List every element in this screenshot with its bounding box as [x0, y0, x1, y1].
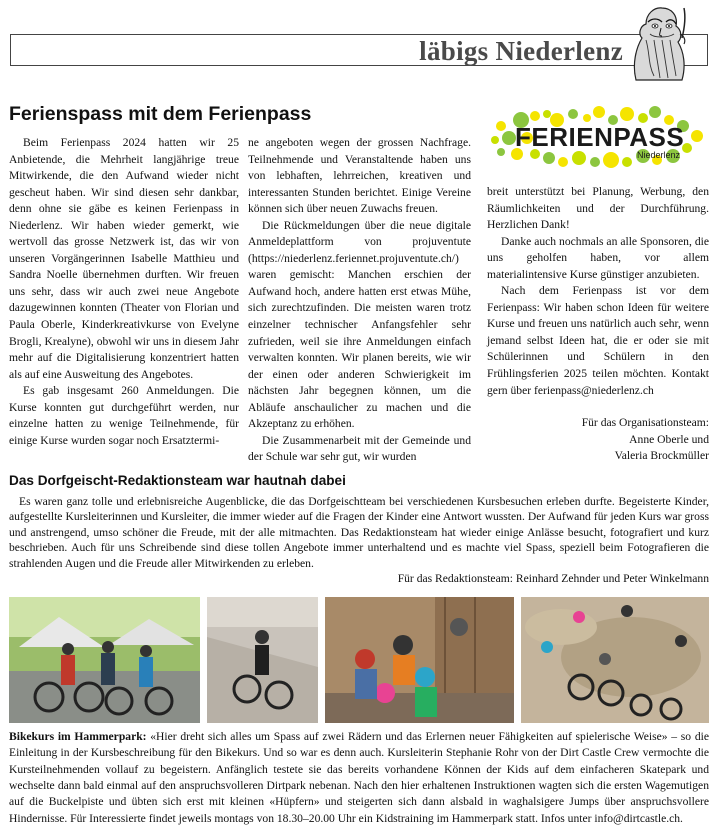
- section-title: Das Dorfgeischt-Redaktionsteam war hautnah dabei: [9, 473, 346, 488]
- paragraph: Danke auch nochmals an alle Sponsoren, die uns geholfen haben, vor allem materialintensive Kurse günstiger anzubieten.: [487, 234, 709, 281]
- signature: [487, 415, 709, 465]
- ferienpass-logo: [487, 106, 709, 174]
- paragraph: Die Rückmeldungen über die neue digitale Anmeldeplattform von projuventute (https://niederlenz.feriennet.projuventute.ch/) waren gemischt: Manchen erschien der Aufwand hoch, andere hatten erst etwas Mühe, sich zurechtzufinden. Die meisten waren trotz einzelner technischer Anfangsfehler sehr zufrieden, weil sie ihre Anmeldungen einfach verwalten konnten. Wir planen bereits, wie wir der einen oder anderen Schwierigkeit im nächsten Jahr begegnen können, um die Abläufe anschaulicher zu machen und die Akzeptanz zu erhöhen.: [248, 218, 471, 431]
- paragraph: breit unterstützt bei Planung, Werbung, den Räumlichkeiten und der Durchführung. Herzlichen Dank!: [487, 185, 709, 232]
- paragraph: Es waren ganz tolle und erlebnisreiche Augenblicke, die das Dorfgeischtteam bei verschiedenen Kursbesuchen erleben durfte. Begeisterte Kinder, aufgestellte Kursleiterinnen und Kursleiter, die immer wieder auf die Fragen der Kinder eine Antwort wussten. Der Aufwand für jeden Kurs war gross und anstrengend, umso schöner die Freude, mit der alle mitmachten. Das Redaktionsteam hat wieder einige Anlässe besucht, fotografiert und kurz beschrieben. Auch für uns Schreibende sind diese tollen Angebote immer unterhaltend und es machte viel Spass, speziell beim Fotografieren die strahlenden Augen und die Freude aller Mitwirkenden zu erleben.: [9, 495, 709, 570]
- paragraph: Beim Ferienpass 2024 hatten wir 25 Anbietende, die Mehrheit langjährige treue Mitwirkende, die den Aufwand wieder nicht gescheut haben. Wir sind diesen sehr dankbar, denn ohne sie gäbe es keinen Ferienpass in Niederlenz. Wir haben wieder gemerkt, wie wertvoll das grosse Netzwerk ist, das wir von unseren Vorgängerinnen Isabelle Matthieu und Sandra Noelle übernehmen durften. Wir freuen uns sehr, dass wir auch zwei neue Angebote dazugewinnen konnten (Theater von Florian und Paula Oberle, Kinderkreativkurse von Evelyne Brogli, Krealyne), obwohl wir uns in diesem Jahr mehr auf die Digitalisierung konzentriert hatten als auf eine Ausweitung des Angebotes.: [9, 136, 239, 381]
- article-column-3: [487, 184, 709, 465]
- article-title: Ferienspass mit dem Ferienpass: [9, 103, 312, 125]
- signature-line: Für das Organisationsteam:: [581, 416, 709, 430]
- article-column-2: [248, 135, 471, 466]
- paragraph: Nach dem Ferienpass ist vor dem Ferienpass: Wir haben schon Ideen für weitere Kurse und freuen uns natürlich auch sehr, wenn jemand selbst Ideen hat, die er oder sie mit Schülerinnen und Schülern in den Frühlingsferien 2025 teilen möchten. Kontakt gern über ferienpass@niederlenz.ch: [487, 284, 709, 397]
- signature-line: Valeria Brockmüller: [614, 449, 709, 463]
- body: «Hier dreht sich alles um Spass auf zwei Rädern und das Erlernen neuer Fähigkeiten auf spielerische Weise» – so die Einleitung in der Kursbeschreibung für den Bikekurs. Und so war es denn auch. Kursleiterin Stephanie Rohr von der Dirt Castle Crew vermochte die Kursteilnehmenden vollauf zu begeistern. Anfänglich testete sie das bereits vorhandene Können der Kids auf dem einfacheren Skatepark und wechselte dann bald einmal auf den anspruchsvolleren Dirtpark nebenan. Nach den hier erhaltenen Instruktionen wagten sich die ersten Wagemutigen auf die Buckelpiste und übten sich erst mit kleinen «Hüpfern» und steigerten sich dann alsbald in waghalsigere Jumps über anspruchsvollere Hindernisse. Für Interessierte findet jeweils montags von 18.30–20.00 Uhr ein Kidstraining im Hammerpark statt. Infos unter info@dirtcastle.ch.: [9, 730, 709, 825]
- logo-word: FERIENPASS: [515, 122, 685, 152]
- header-title: läbigs Niederlenz: [419, 36, 623, 66]
- section-body: [9, 494, 709, 586]
- paragraph: Die Zusammenarbeit mit der Gemeinde und der Schule war sehr gut, wir wurden: [248, 433, 471, 464]
- lead: Bikekurs im Hammerpark:: [9, 730, 147, 743]
- paragraph: [9, 729, 709, 827]
- photo-bikers-group: [9, 597, 200, 723]
- photo-ramp-rider: [207, 597, 318, 723]
- logo-sub: Niederlenz: [637, 150, 681, 160]
- mascot-icon: [628, 4, 690, 82]
- signature: Für das Redaktionsteam: Reinhard Zehnder und Peter Winkelmann: [397, 572, 709, 586]
- photo-kids-helmets: [325, 597, 514, 723]
- bikekurs-text: [9, 729, 709, 827]
- photo-dirtpark-top: [521, 597, 709, 723]
- paragraph: ne angeboten wegen der grossen Nachfrage. Teilnehmende und Veranstaltende haben uns von lebhaften, lehrreichen, kreativen und interessanten Stunden berichtet. Einige Vereine können sich über neuen Zuwachs freuen.: [248, 136, 471, 216]
- header-banner: [10, 34, 708, 66]
- signature-line: Anne Oberle und: [629, 432, 709, 446]
- article-column-1: [9, 135, 239, 449]
- paragraph: Es gab insgesamt 260 Anmeldungen. Die Kurse konnten gut durchgeführt werden, nur einzelne hatten zu wenige Teilnehmende, für einige Kurse wurden sogar noch Ersatztermi-: [9, 384, 239, 447]
